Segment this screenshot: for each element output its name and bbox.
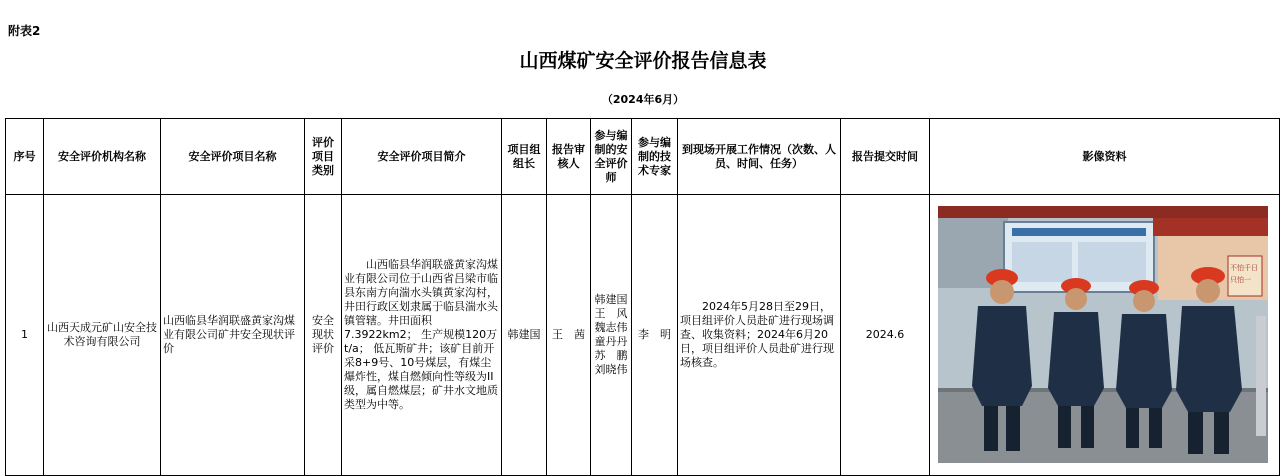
photo-ceiling-border [938,206,1268,218]
header-category: 评价项目类别 [305,119,342,195]
cell-members [591,195,632,476]
header-image: 影像资料 [930,119,1280,195]
cell-seq: 1 [6,195,44,476]
photo-railing [1256,316,1266,436]
cell-org: 山西天成元矿山安全技术咨询有限公司 [44,195,161,476]
header-submit: 报告提交时间 [841,119,930,195]
photo-red-frieze [1153,218,1268,236]
header-row [6,119,1280,195]
member-name: 童丹丹 [594,335,628,348]
member-name: 魏志伟 [594,321,628,334]
member-name: 韩建国 [594,293,628,306]
table-row [6,195,1280,476]
header-leader: 项目组组长 [502,119,547,195]
header-reviewer: 报告审核人 [547,119,591,195]
page-title: 山西煤矿安全评价报告信息表 [519,50,767,72]
cell-category: 安全现状评价 [305,195,342,476]
header-org: 安全评价机构名称 [44,119,161,195]
report-info-table [5,118,1280,476]
header-project: 安全评价项目名称 [161,119,305,195]
header-work: 到现场开展工作情况（次数、人员、时间、任务） [678,119,841,195]
date-line: （2024年6月） [601,93,685,106]
attachment-label: 附表2 [8,24,41,38]
member-name: 刘晓伟 [594,363,628,376]
cell-image [930,195,1280,476]
member-name: 王 风 [594,307,628,320]
cell-reviewer: 王 茜 [547,195,591,476]
cell-work: 2024年5月28日至29日，项目组评价人员赴矿进行现场调查、收集资料；2024年6月20日，项目组评价人员赴矿进行现场核查。 [678,195,841,476]
photo-screen-bar [1012,228,1146,236]
member-name: 苏 鹏 [594,349,628,362]
header-seq: 序号 [6,119,44,195]
header-intro: 安全评价项目简介 [342,119,502,195]
cell-project: 山西临县华润联盛黄家沟煤业有限公司矿井安全现状评价 [161,195,305,476]
cell-submit-time: 2024.6 [841,195,930,476]
cell-leader: 韩建国 [502,195,547,476]
cell-intro: 山西临县华润联盛黄家沟煤业有限公司位于山西省吕梁市临县东南方向湍水头镇黄家沟村，井田行政区划隶属于临县湍水头镇管辖。井田面积7.3922km2； 生产规模120万t/a； 低瓦斯矿井；该矿目前开采8+9号、10号煤层，有煤尘爆炸性，煤自燃倾向性等级为II级，属自燃煤层；矿井水文地质类型为中等。 [342,195,502,476]
photo-sign-text: 不怕千日 [1230,263,1258,272]
cell-experts: 李 明 [632,195,678,476]
photo-screen-block [1012,242,1072,282]
header-experts: 参与编制的技术专家 [632,119,678,195]
photo-sign-text: 只怕一 [1230,275,1251,284]
photo-screen-block [1078,242,1146,282]
site-visit-photo [938,206,1268,463]
header-members: 参与编制的安全评价师 [591,119,632,195]
